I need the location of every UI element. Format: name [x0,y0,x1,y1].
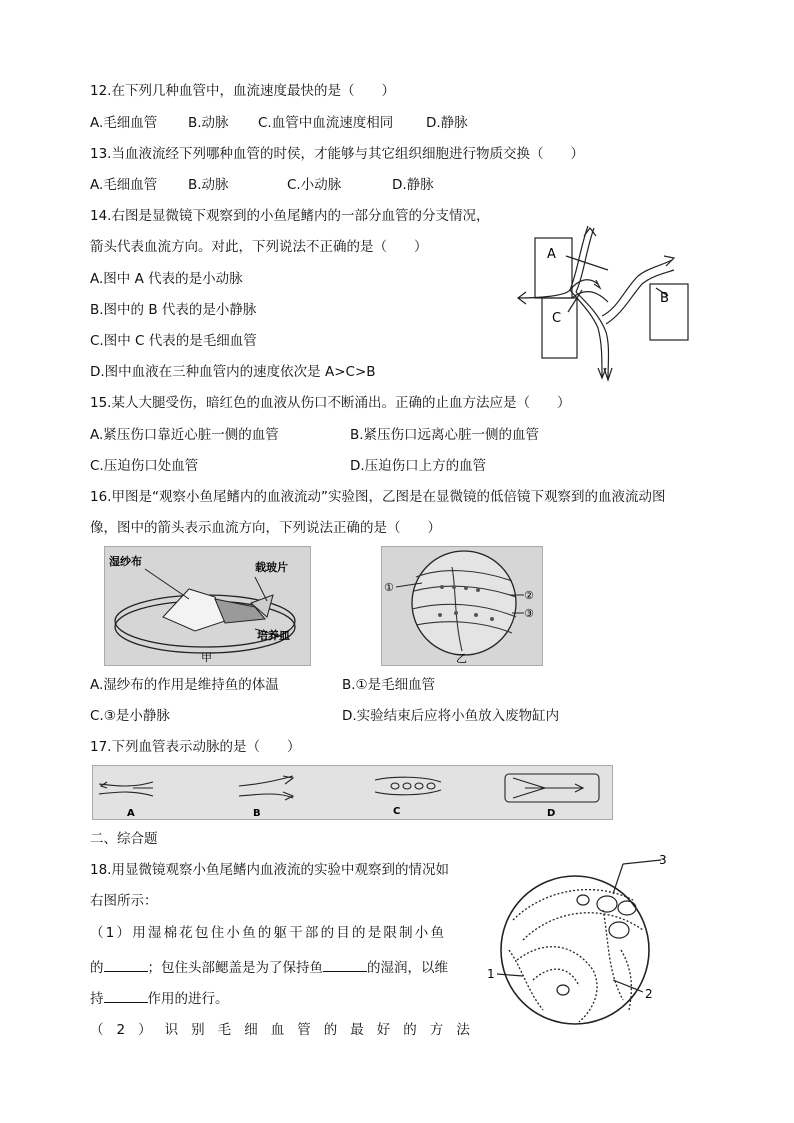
section-2-title: 二、综合题 [90,831,158,847]
q18-part1-line2 [90,956,448,978]
q18-part2-char: 血 [270,1022,285,1038]
answer-blank-1[interactable] [104,956,148,972]
caption-jia: 甲 [201,651,212,664]
question-14-stem-line1: 14.右图是显微镜下观察到的小鱼尾鳍内的一部分血管的分支情况， [90,208,490,224]
label-b: B [253,808,261,819]
q18-part2-char: 2 [116,1022,126,1038]
q18-part2-char: 细 [244,1022,258,1038]
q14-option-d: D.图中血液在三种血管内的速度依次是 A>C>B [90,364,376,380]
q15-option-c: C.压迫伤口处血管 [90,458,199,474]
label-2: 2 [645,987,653,1001]
q12-option-a: A.毛细血管 [90,115,158,131]
text-moist: 的湿润，以维 [367,960,448,976]
question-16-stem-line1: 16.甲图是“观察小鱼尾鳍内的血液流动”实验图，乙图是在显微镜的低倍镜下观察到的血液流动图 [90,489,666,505]
q18-part2-char: （ [90,1022,104,1038]
question-12-stem: 12.在下列几种血管中，血流速度最快的是（ ） [90,83,395,99]
label-slide: 载玻片 [255,561,288,574]
q18-part2-char: 方 [429,1022,444,1038]
q15-option-a: A.紧压伤口靠近心脏一侧的血管 [90,427,279,443]
question-15-stem: 15.某人大腿受伤，暗红色的血液从伤口不断涌出。正确的止血方法应是（ ） [90,395,571,411]
label-a: A [127,808,135,819]
figure-yi-microscope-view [381,546,543,666]
q14-option-b: B.图中的 B 代表的是小静脉 [90,302,257,318]
q18-part2-char: 识 [164,1022,179,1038]
question-14-stem-line2: 箭头代表血流方向。对此，下列说法不正确的是（ ） [90,239,428,255]
label-dish: 培养皿 [257,629,290,642]
q12-option-b: B.动脉 [188,115,229,131]
q18-part2-char: 最 [350,1022,364,1038]
q12-option-d: D.静脉 [426,115,468,131]
label-c: C [552,311,562,326]
q18-part2-char: 毛 [217,1022,232,1038]
marker-3: ③ [524,607,534,620]
q15-option-b: B.紧压伤口远离心脏一侧的血管 [350,427,540,443]
text-chi: 持 [90,991,104,1007]
box-b [650,284,688,340]
caption-yi: 乙 [456,652,467,665]
question-18-stem-line2: 右图所示： [90,893,158,909]
marker-1: ① [384,581,394,594]
vessel-branch-diagram [510,218,695,386]
q18-part2-char: 好 [376,1022,391,1038]
label-1: 1 [487,967,495,981]
q18-part1-text: （1）用湿棉花包住小鱼的躯干部的目的是限制小鱼 [90,925,447,941]
q14-option-a: A.图中 A 代表的是小动脉 [90,271,243,287]
capillary-diagram [483,850,673,1035]
q18-part2-char: 别 [191,1022,205,1038]
text-de: 的 [90,960,104,976]
q12-option-c: C.血管中血流速度相同 [258,115,394,131]
question-16-stem-line2: 像，图中的箭头表示血流方向，下列说法正确的是（ ） [90,520,441,536]
q18-part2-char: 的 [323,1022,338,1038]
marker-2: ② [524,589,534,602]
q13-option-c: C.小动脉 [287,177,342,193]
label-b: B [660,291,669,306]
label-a: A [547,247,556,262]
text-gill: ；包住头部鳃盖是为了保持鱼 [147,960,323,976]
q18-part1-line3 [90,987,229,1009]
figure-vessel-options [92,765,613,820]
q18-part1-line1 [90,923,470,943]
q13-option-d: D.静脉 [392,177,434,193]
q15-option-d: D.压迫伤口上方的血管 [350,458,487,474]
question-13-stem: 13.当血液流经下列哪种血管的时侯，才能够与其它组织细胞进行物质交换（ ） [90,146,584,162]
q18-part2-char: 法 [456,1022,470,1038]
q18-part2-char: ） [138,1022,152,1038]
q18-part2-char: 管 [297,1022,311,1038]
label-c: C [393,806,401,817]
label-3: 3 [659,853,667,867]
answer-blank-3[interactable] [104,987,148,1003]
q16-option-d: D.实验结束后应将小鱼放入废物缸内 [342,708,560,724]
q16-option-b: B.①是毛细血管 [342,677,436,693]
question-17-stem: 17.下列血管表示动脉的是（ ） [90,739,301,755]
q13-option-a: A.毛细血管 [90,177,158,193]
q18-part2-char: 的 [403,1022,417,1038]
text-effect: 作用的进行。 [147,991,229,1007]
figure-jia-fish-experiment [104,546,311,666]
q16-option-a: A.湿纱布的作用是维持鱼的体温 [90,677,279,693]
question-18-stem-line1: 18.用显微镜观察小鱼尾鳍内血液流的实验中观察到的情况如 [90,862,449,878]
label-wet-gauze: 湿纱布 [109,555,142,568]
q16-option-c: C.③是小静脉 [90,708,170,724]
q13-option-b: B.动脉 [188,177,229,193]
label-d: D [547,808,556,819]
q18-part2-line [90,1020,470,1040]
q14-option-c: C.图中 C 代表的是毛细血管 [90,333,257,349]
answer-blank-2[interactable] [323,956,367,972]
